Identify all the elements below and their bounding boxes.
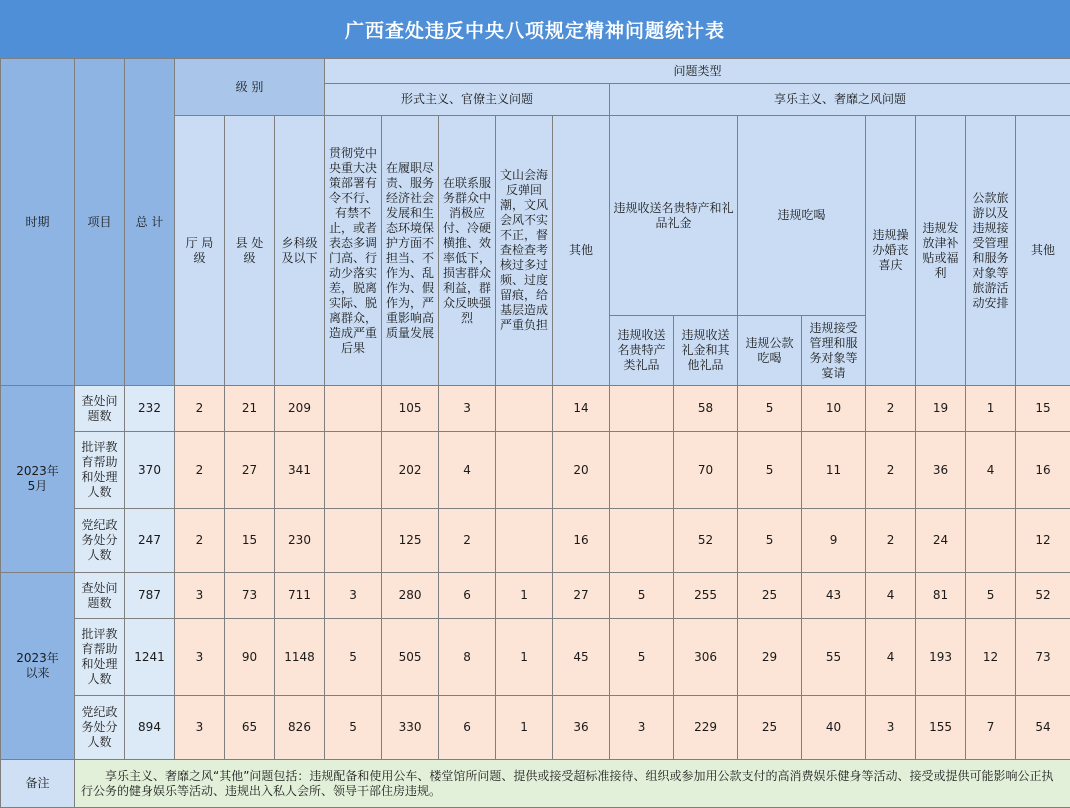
hedonism-col-header: 违规发放津补贴或福利 (916, 116, 966, 386)
value-cell: 9 (802, 509, 866, 573)
note-label: 备注 (1, 760, 75, 808)
value-cell: 29 (738, 619, 802, 696)
value-cell (325, 386, 382, 432)
value-cell: 3 (610, 696, 674, 760)
value-cell: 5 (966, 573, 1016, 619)
formalism-col-header: 其他 (553, 116, 610, 386)
value-cell: 6 (439, 573, 496, 619)
value-cell: 52 (674, 509, 738, 573)
value-cell: 19 (916, 386, 966, 432)
value-cell: 826 (275, 696, 325, 760)
note-text: 享乐主义、奢靡之风“其他”问题包括：违规配备和使用公车、楼堂馆所问题、提供或接受超标准接待、组织或参加用公款支付的高消费娱乐健身等活动、接受或提供可能影响公正执行公务的健身娱乐等活动、违规出入私人会所、领导干部住房违规。 (75, 760, 1070, 808)
value-cell: 230 (275, 509, 325, 573)
value-cell: 65 (225, 696, 275, 760)
value-cell: 25 (738, 696, 802, 760)
value-cell (610, 432, 674, 509)
value-cell: 711 (275, 573, 325, 619)
formalism-group-header: 形式主义、官僚主义问题 (325, 84, 610, 116)
value-cell: 58 (674, 386, 738, 432)
value-cell: 73 (1016, 619, 1070, 696)
level-header: 级 别 (175, 59, 325, 116)
value-cell: 330 (382, 696, 439, 760)
value-cell: 5 (738, 432, 802, 509)
total-cell: 247 (125, 509, 175, 573)
table-row (1, 509, 1070, 573)
hedonism-col-header: 其他 (1016, 116, 1070, 386)
period-cell: 2023年 以来 (1, 573, 75, 760)
value-cell: 5 (738, 386, 802, 432)
value-cell: 1 (966, 386, 1016, 432)
value-cell: 36 (916, 432, 966, 509)
value-cell: 45 (553, 619, 610, 696)
value-cell: 70 (674, 432, 738, 509)
value-cell: 209 (275, 386, 325, 432)
item-cell: 党纪政务处分人数 (75, 696, 125, 760)
item-cell: 批评教育帮助和处理人数 (75, 432, 125, 509)
item-cell: 批评教育帮助和处理人数 (75, 619, 125, 696)
value-cell: 2 (866, 432, 916, 509)
total-cell: 232 (125, 386, 175, 432)
value-cell: 5 (325, 619, 382, 696)
value-cell: 5 (325, 696, 382, 760)
value-cell: 36 (553, 696, 610, 760)
value-cell: 2 (175, 509, 225, 573)
table-row (1, 696, 1070, 760)
item-header: 项目 (75, 59, 125, 386)
value-cell: 8 (439, 619, 496, 696)
value-cell: 1 (496, 619, 553, 696)
value-cell: 4 (866, 619, 916, 696)
total-cell: 787 (125, 573, 175, 619)
value-cell: 5 (610, 573, 674, 619)
dining-col-header: 违规接受管理和服务对象等宴请 (802, 316, 866, 386)
value-cell: 3 (175, 696, 225, 760)
value-cell: 40 (802, 696, 866, 760)
item-cell: 党纪政务处分人数 (75, 509, 125, 573)
value-cell: 1 (496, 573, 553, 619)
value-cell: 16 (1016, 432, 1070, 509)
formalism-col-header: 贯彻党中央重大决策部署有令不行、有禁不止，或者表态多调门高、行动少落实差，脱离实际、脱离群众，造成严重后果 (325, 116, 382, 386)
hedonism-col-header: 违规操办婚丧喜庆 (866, 116, 916, 386)
value-cell: 4 (439, 432, 496, 509)
value-cell: 2 (439, 509, 496, 573)
value-cell: 2 (866, 509, 916, 573)
gift-col-header: 违规收送名贵特产类礼品 (610, 316, 674, 386)
value-cell: 6 (439, 696, 496, 760)
value-cell: 90 (225, 619, 275, 696)
value-cell: 306 (674, 619, 738, 696)
value-cell: 5 (610, 619, 674, 696)
problem-type-header: 问题类型 (325, 59, 1070, 84)
value-cell: 2 (175, 432, 225, 509)
total-cell: 370 (125, 432, 175, 509)
value-cell (610, 386, 674, 432)
value-cell: 2 (866, 386, 916, 432)
formalism-col-header: 在联系服务群众中消极应付、冷硬横推、效率低下，损害群众利益，群众反映强烈 (439, 116, 496, 386)
value-cell: 125 (382, 509, 439, 573)
value-cell: 255 (674, 573, 738, 619)
item-cell: 查处问题数 (75, 573, 125, 619)
total-header: 总 计 (125, 59, 175, 386)
value-cell: 229 (674, 696, 738, 760)
value-cell: 1148 (275, 619, 325, 696)
value-cell: 11 (802, 432, 866, 509)
gift-group-header: 违规收送名贵特产和礼品礼金 (610, 116, 738, 316)
formalism-col-header: 在履职尽责、服务经济社会发展和生态环境保护方面不担当、不作为、乱作为、假作为，严重影响高质量发展 (382, 116, 439, 386)
value-cell: 3 (175, 573, 225, 619)
statistics-table (0, 58, 1070, 808)
value-cell: 5 (738, 509, 802, 573)
value-cell: 3 (866, 696, 916, 760)
value-cell: 4 (966, 432, 1016, 509)
dining-group-header: 违规吃喝 (738, 116, 866, 316)
dining-col-header: 违规公款吃喝 (738, 316, 802, 386)
value-cell: 81 (916, 573, 966, 619)
value-cell: 193 (916, 619, 966, 696)
value-cell: 25 (738, 573, 802, 619)
value-cell: 3 (439, 386, 496, 432)
value-cell: 10 (802, 386, 866, 432)
table-row (1, 432, 1070, 509)
level-col-header: 乡科级 及以下 (275, 116, 325, 386)
total-cell: 894 (125, 696, 175, 760)
value-cell (325, 432, 382, 509)
value-cell: 27 (553, 573, 610, 619)
value-cell: 27 (225, 432, 275, 509)
value-cell: 20 (553, 432, 610, 509)
value-cell: 4 (866, 573, 916, 619)
table-row (1, 573, 1070, 619)
value-cell: 3 (175, 619, 225, 696)
value-cell: 14 (553, 386, 610, 432)
period-cell: 2023年 5月 (1, 386, 75, 573)
total-cell: 1241 (125, 619, 175, 696)
value-cell: 105 (382, 386, 439, 432)
level-col-header: 厅 局 级 (175, 116, 225, 386)
hedonism-col-header: 公款旅游以及违规接受管理和服务对象等旅游活动安排 (966, 116, 1016, 386)
table-row (1, 386, 1070, 432)
value-cell (966, 509, 1016, 573)
value-cell (610, 509, 674, 573)
value-cell: 16 (553, 509, 610, 573)
value-cell: 3 (325, 573, 382, 619)
value-cell: 12 (966, 619, 1016, 696)
value-cell: 12 (1016, 509, 1070, 573)
value-cell: 2 (175, 386, 225, 432)
value-cell (496, 386, 553, 432)
item-cell: 查处问题数 (75, 386, 125, 432)
value-cell: 155 (916, 696, 966, 760)
value-cell: 73 (225, 573, 275, 619)
table-title: 广西查处违反中央八项规定精神问题统计表 (0, 0, 1070, 58)
gift-col-header: 违规收送礼金和其他礼品 (674, 316, 738, 386)
value-cell: 52 (1016, 573, 1070, 619)
value-cell: 21 (225, 386, 275, 432)
value-cell: 24 (916, 509, 966, 573)
formalism-col-header: 文山会海反弹回潮，文风会风不实不正，督查检查考核过多过频、过度留痕，给基层造成严重负担 (496, 116, 553, 386)
table-row (1, 619, 1070, 696)
hedonism-group-header: 享乐主义、奢靡之风问题 (610, 84, 1070, 116)
level-col-header: 县 处 级 (225, 116, 275, 386)
value-cell: 280 (382, 573, 439, 619)
value-cell: 15 (225, 509, 275, 573)
value-cell: 43 (802, 573, 866, 619)
value-cell: 202 (382, 432, 439, 509)
value-cell: 7 (966, 696, 1016, 760)
value-cell (496, 509, 553, 573)
value-cell: 55 (802, 619, 866, 696)
value-cell: 341 (275, 432, 325, 509)
value-cell: 15 (1016, 386, 1070, 432)
value-cell: 1 (496, 696, 553, 760)
value-cell (496, 432, 553, 509)
value-cell: 505 (382, 619, 439, 696)
period-header: 时期 (1, 59, 75, 386)
value-cell (325, 509, 382, 573)
value-cell: 54 (1016, 696, 1070, 760)
